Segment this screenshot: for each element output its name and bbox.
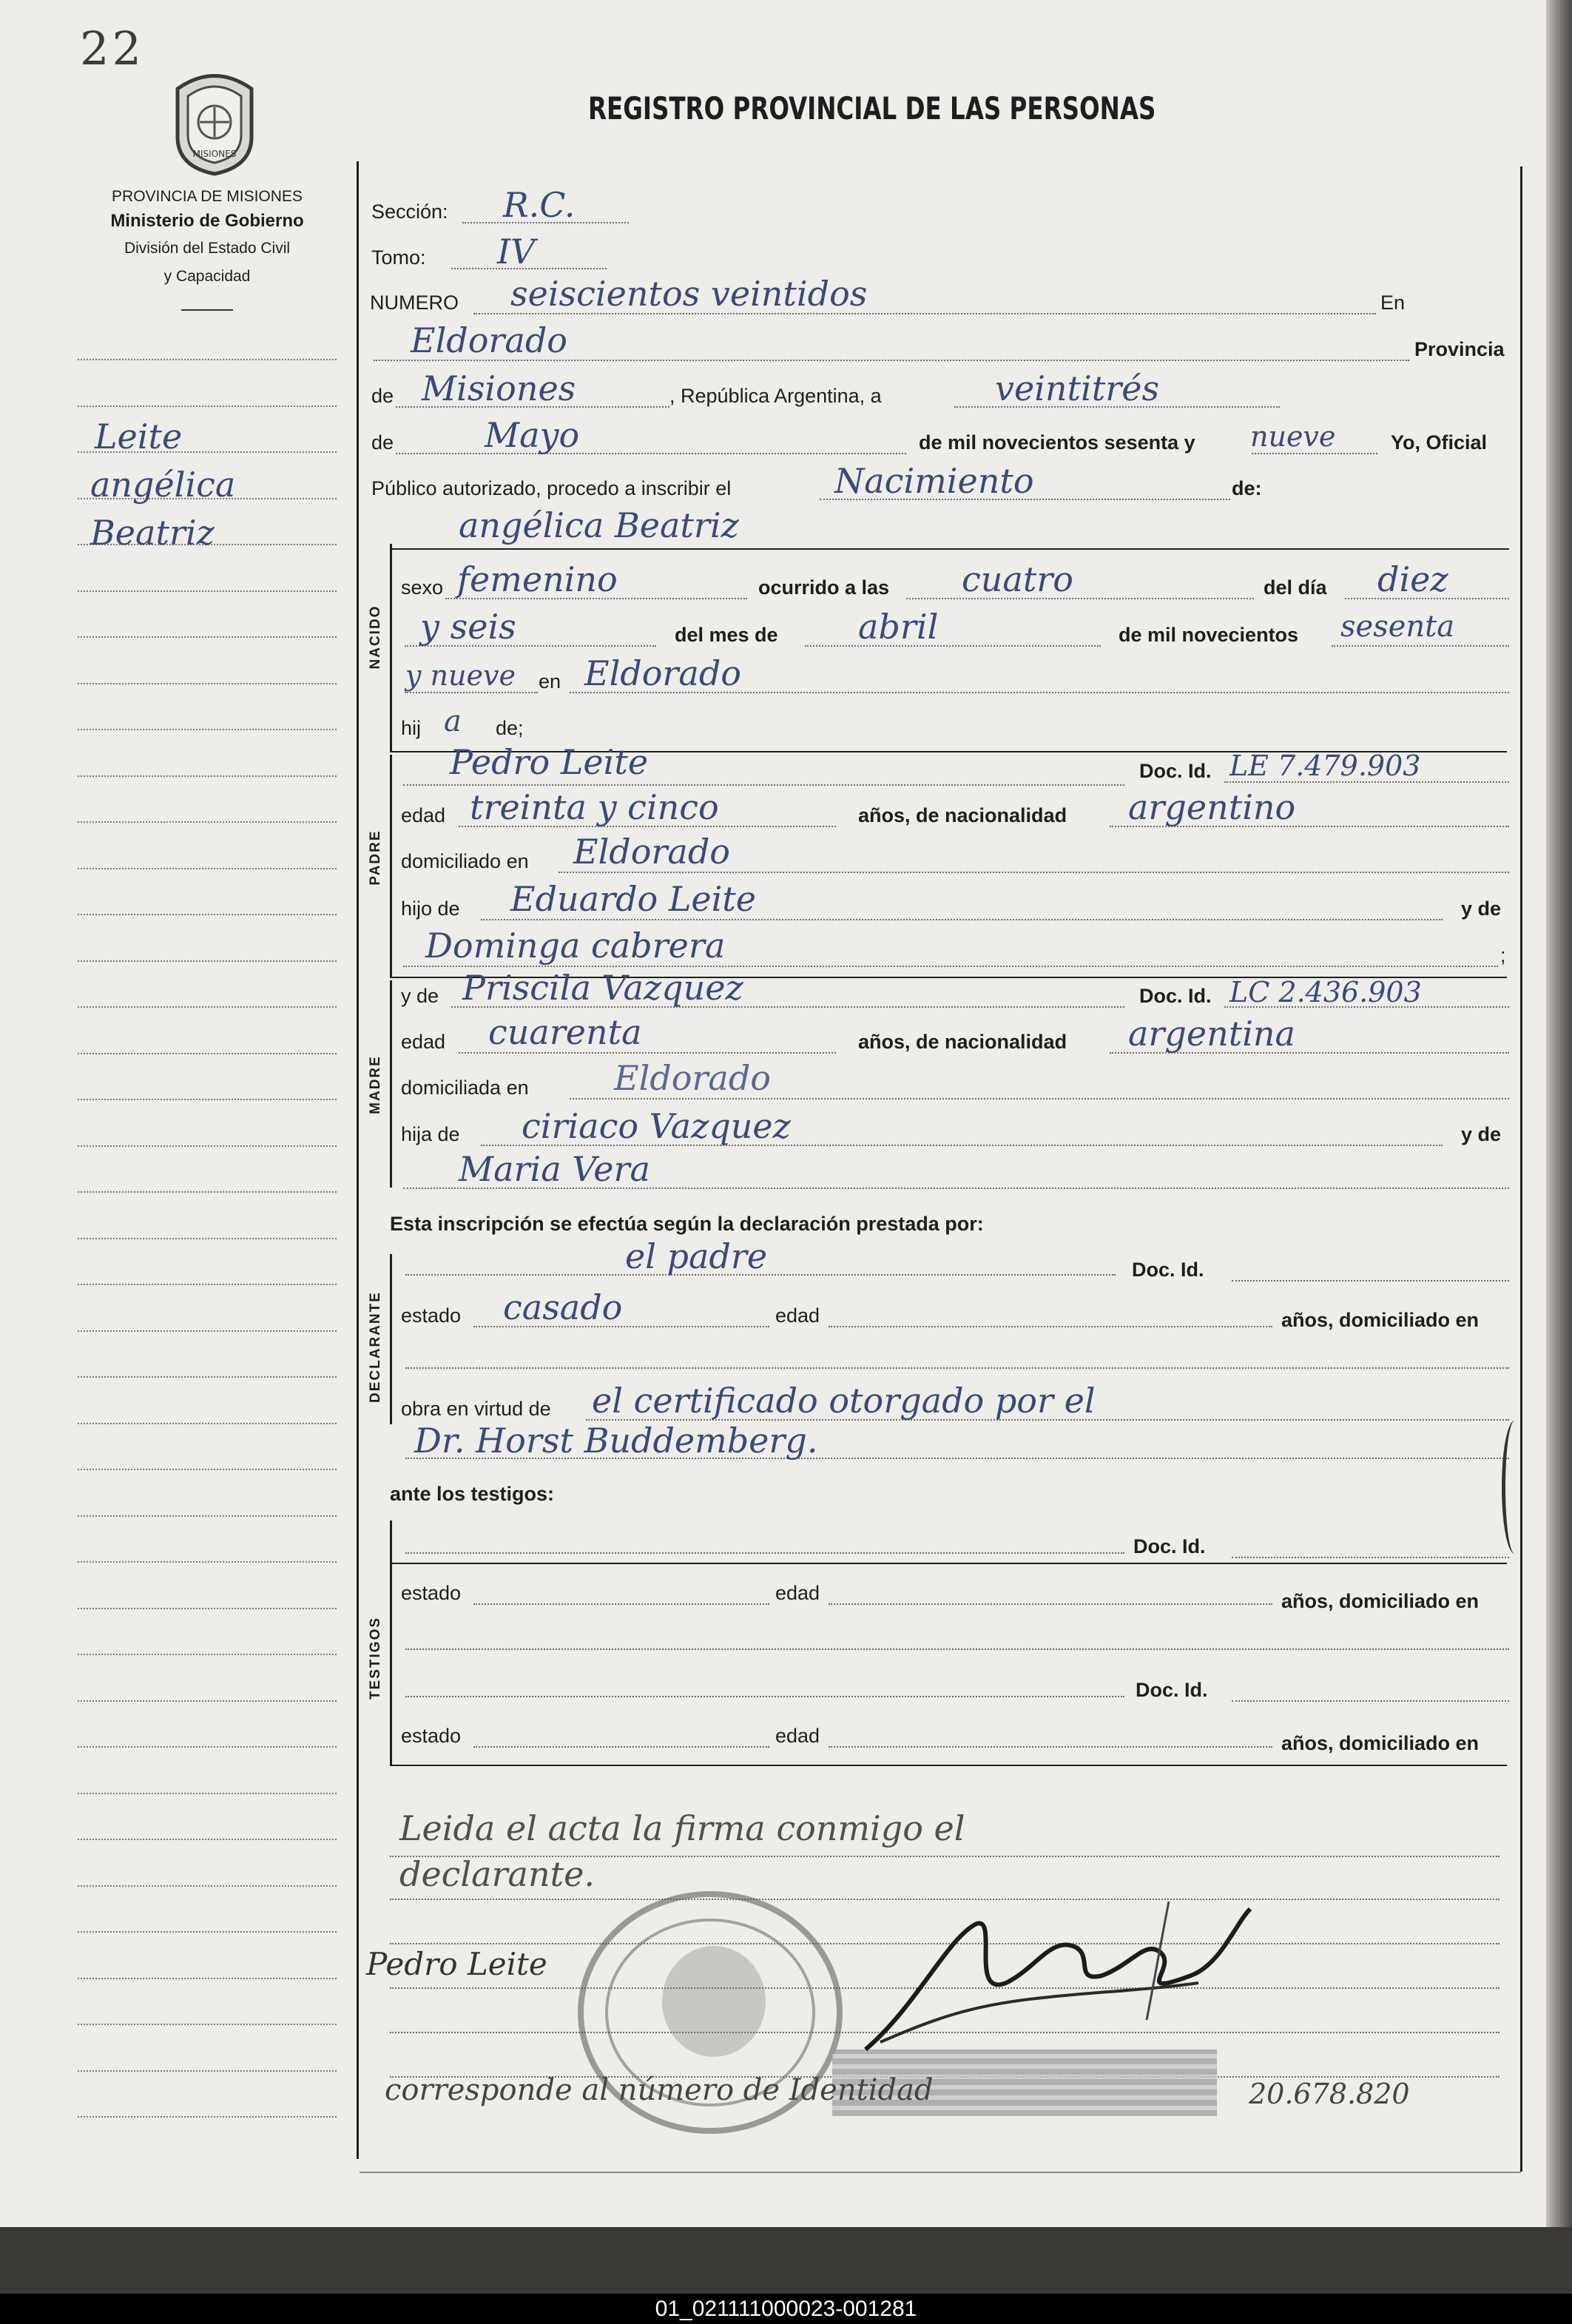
margin-line	[78, 729, 337, 730]
value-acto: Nacimiento	[834, 461, 1034, 501]
margin-line	[78, 1931, 337, 1933]
label-madre-hija-de: hija de	[401, 1123, 460, 1145]
label-padre-y-de: y de	[1461, 897, 1502, 920]
margin-line	[78, 1561, 337, 1563]
right-edge-mark	[1502, 1421, 1528, 1554]
label-del-dia: del día	[1264, 576, 1327, 599]
margin-line	[78, 1423, 337, 1424]
margin-line	[78, 359, 337, 360]
margin-line	[78, 1053, 337, 1054]
label-testigo-2-anos-dom: años, domiciliado en	[1281, 1732, 1480, 1754]
value-obra-2: Dr. Horst Buddemberg.	[414, 1421, 818, 1461]
org-line-2: Ministerio de Gobierno	[110, 211, 304, 231]
value-madre-padre: ciriaco Vazquez	[522, 1106, 791, 1146]
value-dia: veintitrés	[995, 368, 1160, 408]
margin-line	[78, 1793, 337, 1794]
label-de-2: de	[371, 431, 394, 454]
declarante-bracket	[390, 1254, 392, 1424]
section-padre: PADRE	[368, 829, 383, 886]
margin-line	[78, 636, 337, 638]
margin-line	[78, 1469, 337, 1470]
line-testigo-2-edad	[829, 1746, 1272, 1748]
margin-line	[78, 914, 337, 915]
label-testigo-1-edad: edad	[775, 1582, 820, 1604]
section-declarante: DECLARANTE	[368, 1291, 383, 1403]
margin-line	[78, 1284, 337, 1285]
value-numero: seiscientos veintidos	[510, 274, 868, 314]
value-tomo: IV	[497, 232, 536, 272]
line-padre-dom	[559, 872, 1509, 873]
margin-line	[78, 1191, 337, 1193]
margin-line	[78, 1654, 337, 1655]
value-lugar: Eldorado	[411, 320, 567, 360]
padre-bracket	[390, 755, 392, 977]
label-madre-anos-nac: años, de nacionalidad	[858, 1031, 1067, 1053]
label-de-mil-nov: de mil novecientos	[1119, 624, 1299, 646]
margin-line	[78, 1700, 337, 1702]
margin-line	[78, 1330, 337, 1332]
main-left-rule	[357, 161, 359, 2159]
margin-line	[78, 960, 337, 962]
value-pie: corresponde al número de Identidad	[385, 2073, 934, 2107]
book-bottom	[0, 2227, 1572, 2294]
margin-line	[78, 1515, 337, 1517]
margin-line	[78, 1608, 337, 1609]
label-de-1: de	[371, 385, 394, 407]
margin-line	[78, 2070, 337, 2072]
line-testigo-1-doc	[1232, 1557, 1509, 1558]
label-testigo-1-estado: estado	[401, 1582, 462, 1604]
label-testigo-2-doc: Doc. Id.	[1136, 1679, 1208, 1701]
book-edge	[1546, 0, 1572, 2227]
margin-line	[78, 2024, 337, 2025]
main-right-rule	[1520, 166, 1522, 2172]
province-seal	[163, 67, 266, 178]
margin-line	[78, 1145, 337, 1147]
label-padre-anos-nac: años, de nacionalidad	[858, 804, 1067, 826]
margin-line	[78, 821, 337, 823]
testigos-bracket	[390, 1520, 392, 1765]
margin-line	[78, 775, 337, 777]
value-hora: cuatro	[962, 559, 1073, 599]
line-testigo-1	[405, 1552, 1124, 1554]
label-madre-y-de: y de	[401, 985, 439, 1007]
label-republica: , República Argentina, a	[669, 385, 882, 407]
margin-line	[78, 2116, 337, 2118]
label-testigo-2-estado: estado	[401, 1725, 462, 1747]
testigos-bottom	[390, 1765, 1507, 1766]
line-mes-nac	[805, 645, 1101, 647]
label-testigo-1-anos-dom: años, domiciliado en	[1281, 1590, 1480, 1612]
label-hij: hij	[401, 717, 422, 739]
value-obra-1: el certificado otorgado por el	[592, 1381, 1096, 1421]
label-semicolon: ;	[1500, 944, 1506, 966]
value-padre-padre: Eduardo Leite	[510, 879, 757, 919]
page-number: 22	[80, 21, 144, 75]
label-de-mil: de mil novecientos sesenta y	[919, 431, 1195, 454]
line-testigo-1-edad	[829, 1603, 1272, 1605]
value-anio-nac-1: sesenta	[1340, 610, 1455, 644]
label-madre-edad: edad	[401, 1031, 446, 1053]
org-line-3: División del Estado Civil	[124, 240, 291, 257]
value-padre-dom: Eldorado	[573, 832, 730, 872]
label-padre-doc: Doc. Id.	[1139, 760, 1212, 782]
value-cierre-2: declarante.	[399, 1854, 595, 1894]
label-madre-y-de-2: y de	[1461, 1123, 1502, 1145]
line-anio-nac	[1332, 645, 1509, 647]
line-mes	[396, 453, 906, 454]
label-yo-oficial: Yo, Oficial	[1391, 431, 1488, 454]
line-decl-doc	[1232, 1280, 1509, 1281]
label-esta-inscripcion: Esta inscripción se efectúa según la declaración prestada por:	[390, 1213, 984, 1235]
label-madre-dom: domiciliada en	[401, 1077, 529, 1099]
label-padre-dom: domiciliado en	[401, 850, 529, 872]
label-testigo-1-doc: Doc. Id.	[1133, 1535, 1206, 1557]
label-ocurrido: ocurrido a las	[758, 576, 890, 599]
margin-line	[78, 683, 337, 684]
value-madre-nac: argentina	[1128, 1014, 1295, 1054]
value-hij-suffix: a	[444, 704, 462, 738]
value-madre-dom: Eldorado	[614, 1058, 771, 1098]
line-padre-nombre	[403, 784, 1124, 786]
label-ante-testigos: ante los testigos:	[390, 1483, 555, 1505]
value-nombre: angélica Beatriz	[459, 505, 739, 545]
margin-line	[78, 1099, 337, 1100]
line-madre-dom	[570, 1098, 1509, 1099]
value-anio: nueve	[1250, 420, 1336, 453]
value-seccion: R.C.	[503, 185, 576, 225]
label-numero: NUMERO	[370, 292, 459, 314]
value-mes: Mayo	[485, 415, 580, 455]
value-dia-nac-2: y seis	[420, 607, 516, 647]
line-decl-dom	[405, 1367, 1509, 1369]
label-decl-edad: edad	[775, 1304, 820, 1327]
line-decl-edad	[829, 1326, 1272, 1327]
line-testigo-2	[405, 1696, 1124, 1697]
testigos-top	[390, 1563, 1507, 1564]
value-mes-nac: abril	[858, 607, 939, 647]
label-en-lower: en	[539, 670, 561, 693]
value-lugar-nac: Eldorado	[584, 653, 741, 693]
line-testigo-1-dom	[405, 1648, 1509, 1650]
label-de-semicolon: de;	[496, 717, 524, 739]
label-obra: obra en virtud de	[401, 1398, 551, 1420]
label-decl-estado: estado	[401, 1304, 462, 1327]
margin-line	[78, 868, 337, 869]
label-sexo: sexo	[401, 576, 444, 599]
line-testigo-1-estado	[473, 1603, 769, 1605]
value-cierre-1: Leida el acta la firma conmigo el	[399, 1808, 965, 1848]
section-nacido: NACIDO	[368, 604, 383, 670]
line-testigo-2-doc	[1232, 1700, 1509, 1702]
label-madre-doc: Doc. Id.	[1139, 985, 1212, 1007]
value-madre-madre: Maria Vera	[459, 1149, 650, 1189]
label-decl-doc: Doc. Id.	[1132, 1259, 1204, 1281]
image-caption: 01_021111000023-001281	[0, 2294, 1572, 2324]
margin-line	[78, 1839, 337, 1840]
margin-line	[78, 1978, 337, 1979]
margin-note-name-2: Beatriz	[90, 513, 215, 553]
value-padre-edad: treinta y cinco	[470, 787, 719, 827]
org-line-1: PROVINCIA DE MISIONES	[112, 188, 303, 205]
label-seccion: Sección:	[371, 201, 448, 223]
line-padre-padre	[481, 919, 1443, 920]
value-madre-doc: LC 2.436.903	[1229, 976, 1422, 1008]
line-nombre	[392, 548, 1509, 550]
line-hora	[906, 598, 1254, 599]
bottom-rule	[360, 2172, 1521, 2173]
label-en: En	[1380, 292, 1406, 314]
signature-declarante: Pedro Leite	[366, 1946, 547, 1982]
label-provincia: Provincia	[1414, 338, 1505, 360]
margin-line	[78, 1238, 337, 1239]
label-decl-anos-dom: años, domiciliado en	[1281, 1309, 1480, 1331]
value-dia-nac-1: diez	[1377, 559, 1448, 599]
label-del-mes: del mes de	[675, 624, 778, 646]
value-padre-madre: Dominga cabrera	[425, 926, 726, 966]
margin-line	[78, 1746, 337, 1748]
line-madre-edad	[459, 1052, 836, 1054]
value-anio-nac-2: y nueve	[405, 659, 516, 692]
value-provincia: Misiones	[422, 368, 576, 408]
value-declarante: el padre	[625, 1236, 768, 1276]
value-padre-nac: argentino	[1128, 787, 1296, 827]
margin-line	[78, 1885, 337, 1887]
label-padre-edad: edad	[401, 804, 446, 826]
org-line-4: y Capacidad	[163, 268, 251, 285]
value-madre-edad: cuarenta	[488, 1012, 642, 1052]
label-testigo-2-edad: edad	[775, 1725, 820, 1747]
label-de-colon: de:	[1232, 477, 1262, 499]
value-madre-nombre: Priscila Vazquez	[462, 968, 743, 1008]
seal-text: MISIONES	[192, 149, 237, 159]
divider	[181, 309, 233, 311]
line-testigo-2-estado	[473, 1746, 769, 1748]
margin-note-name-1: angélica	[90, 465, 236, 505]
line-padre-madre	[403, 966, 1498, 967]
signature-officer	[851, 1894, 1265, 2064]
madre-bracket	[390, 980, 392, 1188]
label-publico: Público autorizado, procedo a inscribir el	[371, 477, 732, 499]
value-decl-estado: casado	[503, 1287, 623, 1327]
margin-note-surname: Leite	[95, 417, 183, 457]
label-tomo: Tomo:	[371, 246, 426, 269]
value-pie-numero: 20.678.820	[1249, 2078, 1410, 2110]
nacido-bracket	[390, 544, 392, 751]
margin-line	[78, 590, 337, 592]
section-testigos: TESTIGOS	[368, 1616, 383, 1700]
label-padre-hijo-de: hijo de	[401, 897, 460, 920]
value-sexo: femenino	[457, 559, 618, 599]
value-padre-doc: LE 7.479.903	[1229, 750, 1421, 782]
value-padre-nombre: Pedro Leite	[450, 742, 649, 782]
document-title: REGISTRO PROVINCIAL DE LAS PERSONAS	[588, 90, 1156, 127]
margin-line	[78, 1006, 337, 1008]
margin-line	[78, 1376, 337, 1378]
margin-line	[78, 405, 337, 407]
section-madre: MADRE	[368, 1055, 383, 1114]
